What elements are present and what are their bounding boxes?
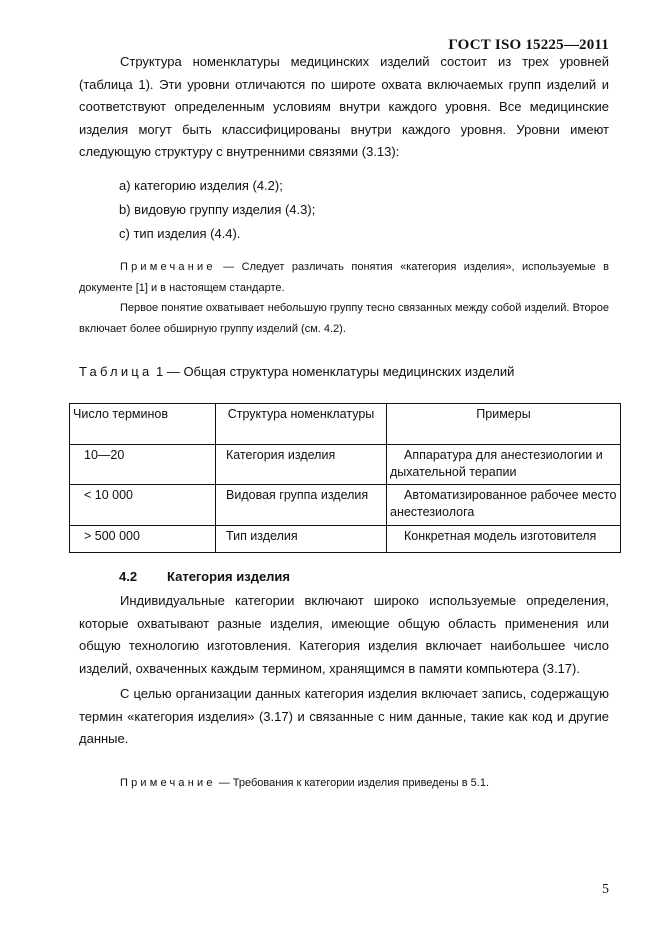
- table-header-cell: Структура номенклатуры: [216, 404, 387, 445]
- note-text: — Требования к категории изделия приведены в 5.1.: [215, 777, 489, 789]
- note-1: [79, 257, 609, 299]
- intro-paragraph: Структура номенклатуры медицинских изделий состоит из трех уровней (таблица 1). Эти уровни отличаются по широте охвата включаемых групп изделий и соответствуют определенным условиям внутри каждого уровня. Все медицинские изделия могут быть классифицированы внутри каждого уровня. Уровни имеют следующую структуру с внутренними связями (3.13):: [79, 54, 609, 159]
- table-header-cell: Число терминов: [70, 404, 216, 445]
- section-number: 4.2: [119, 569, 138, 584]
- section-paragraph: Индивидуальные категории включают широко используемые определения, которые охватывают разные изделия, имеющие общую область применения или общую технологию изготовления. Категория изделия включает наибольшее число изделий, охваченных каждым термином, хранящимся в памяти компьютера (3.17).: [79, 593, 609, 676]
- list-item: a) категорию изделия (4.2);: [119, 178, 283, 193]
- note-label: Примечание: [120, 261, 216, 273]
- table-header-row: [70, 404, 621, 445]
- list-item: c) тип изделия (4.4).: [119, 226, 241, 241]
- table-cell: 10—20: [70, 445, 216, 485]
- note-2: [79, 773, 609, 794]
- table-caption: [79, 364, 514, 379]
- nomenclature-table: [69, 403, 621, 553]
- table-cell: Конкретная модель изготовителя: [387, 526, 621, 553]
- note-label: Примечание: [120, 777, 216, 789]
- note-1-continuation: Первое понятие охватывает небольшую группу тесно связанных между собой изделий. Второе включает более обширную группу изделий (см. 4.2).: [79, 302, 609, 335]
- table-header-cell: Примеры: [387, 404, 621, 445]
- page-number: 5: [602, 882, 609, 897]
- table-cell: Видовая группа изделия: [216, 485, 387, 526]
- section-paragraph: С целью организации данных категория изделия включает запись, содержащую термин «категория изделия» (3.17) и связанные с ним данные, такие как код и другие данные.: [79, 686, 609, 746]
- list-item: b) видовую группу изделия (4.3);: [119, 202, 316, 217]
- table-cell: > 500 000: [70, 526, 216, 553]
- section-heading: [119, 569, 290, 584]
- table-row: [70, 526, 621, 553]
- table-cell: Автоматизированное рабочее место анестезиолога: [387, 485, 621, 526]
- table-cell: Категория изделия: [216, 445, 387, 485]
- table-caption-label: Таблица: [79, 364, 153, 379]
- standard-header: ГОСТ ISO 15225—2011: [448, 37, 609, 53]
- table-cell: Аппаратура для анестезиологии и дыхательной терапии: [387, 445, 621, 485]
- section-title: Категория изделия: [167, 569, 291, 584]
- note-text: — Следует различать понятия «категория изделия», используемые в документе [1] и в настоящем стандарте.: [79, 261, 609, 294]
- table-row: [70, 445, 621, 485]
- table-cell: Тип изделия: [216, 526, 387, 553]
- table-row: [70, 485, 621, 526]
- table-caption-text: 1 — Общая структура номенклатуры медицинских изделий: [152, 364, 515, 379]
- table-cell: < 10 000: [70, 485, 216, 526]
